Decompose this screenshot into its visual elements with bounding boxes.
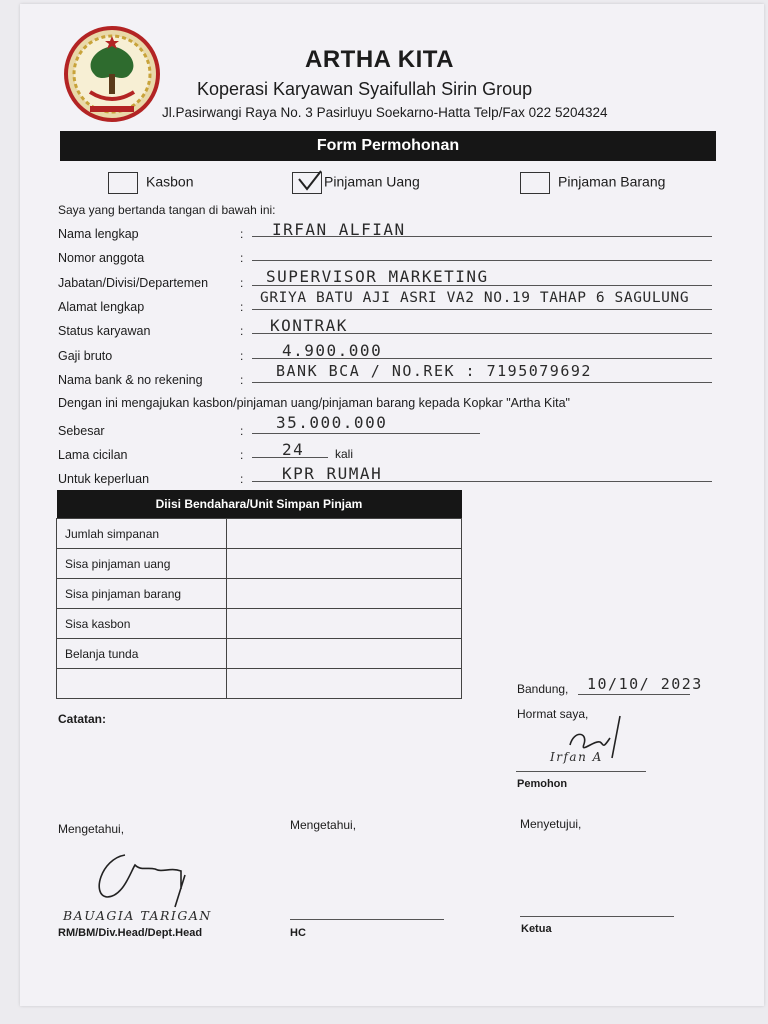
sebesar-value[interactable]: 35.000.000 [276,413,388,432]
option-pinjaman-uang[interactable] [292,172,420,194]
table-row [57,519,462,549]
approver-1-name: BAUAGIA TARIGAN [63,908,212,923]
table-row-label: Belanja tunda [57,639,227,669]
hc-line [290,919,444,920]
bank-label: Nama bank & no rekening [58,373,203,387]
bank-line [252,382,712,383]
option-pinjaman-barang[interactable] [520,172,665,194]
pinjaman-uang-label: Pinjaman Uang [324,173,420,190]
approver-1-role: RM/BM/Div.Head/Dept.Head [58,927,203,939]
pinjaman-barang-label: Pinjaman Barang [558,173,666,190]
status-label: Status karyawan [58,324,151,338]
alamat-line [252,309,712,310]
ketua-line [520,916,674,917]
bank-value[interactable]: BANK BCA / NO.REK : 7195079692 [276,362,592,380]
colon: : [240,276,244,290]
date-value[interactable]: 10/10/ 2023 [587,675,703,693]
pemohon-line [516,771,646,772]
cicilan-unit: kali [335,447,354,461]
table-row [57,639,462,669]
place-label: Bandung, [517,682,569,696]
status-value[interactable]: KONTRAK [270,316,348,335]
colon: : [240,251,244,265]
pinjaman-uang-checkbox[interactable] [292,172,322,194]
colon: : [240,349,244,363]
approver-3-role: Ketua [521,923,552,935]
alamat-value[interactable]: GRIYA BATU AJI ASRI VA2 NO.19 TAHAP 6 SAGULUNG [260,290,690,306]
nama-label: Nama lengkap [58,227,139,241]
table-row [57,579,462,609]
colon: : [240,300,244,314]
sebesar-label: Sebesar [58,424,105,438]
mengetahui-2-label: Mengetahui, [290,818,357,832]
colon: : [240,324,244,338]
nama-value[interactable]: IRFAN ALFIAN [272,220,406,239]
table-row [57,669,462,699]
table-row-label: Sisa pinjaman uang [57,549,227,579]
colon: : [240,448,244,462]
table-cell[interactable] [227,639,462,669]
koperasi-logo-icon [62,26,162,122]
check-mark-icon [295,169,323,193]
hormat-label: Hormat saya, [517,707,589,721]
mengetahui-1-label: Mengetahui, [58,822,125,836]
applicant-sig-name: Irfan A [550,750,603,764]
jabatan-label: Jabatan/Divisi/Departemen [58,276,209,290]
keperluan-value[interactable]: KPR RUMAH [282,464,383,483]
table-cell[interactable] [227,579,462,609]
pemohon-label: Pemohon [517,778,568,790]
nomor-label: Nomor anggota [58,251,145,265]
catatan-label: Catatan: [58,712,107,726]
pinjaman-barang-checkbox[interactable] [520,172,550,194]
kasbon-label: Kasbon [146,173,194,190]
table-cell[interactable] [227,669,462,699]
table-cell[interactable] [227,519,462,549]
cicilan-label: Lama cicilan [58,448,128,462]
intro-text: Saya yang bertanda tangan di bawah ini: [58,203,276,217]
gaji-value[interactable]: 4.900.000 [282,341,383,360]
form-title: Form Permohonan [60,131,716,161]
table-row-label [57,669,227,699]
approver-2-role: HC [290,927,306,939]
table-header: Diisi Bendahara/Unit Simpan Pinjam [57,490,462,519]
cicilan-value[interactable]: 24 [282,440,305,459]
table-row-label: Jumlah simpanan [57,519,227,549]
sebesar-line [252,433,480,434]
table-row [57,609,462,639]
option-kasbon[interactable] [108,172,193,194]
table-cell[interactable] [227,549,462,579]
kasbon-checkbox[interactable] [108,172,138,194]
approver-signature-icon [85,845,205,915]
colon: : [240,227,244,241]
table-row-label: Sisa kasbon [57,609,227,639]
colon: : [240,373,244,387]
keperluan-label: Untuk keperluan [58,472,150,486]
org-subtitle: Koperasi Karyawan Syaifullah Sirin Group [197,79,533,99]
nomor-line [252,260,712,261]
alamat-label: Alamat lengkap [58,300,145,314]
org-address: Jl.Pasirwangi Raya No. 3 Pasirluyu Soekarno-Hatta Telp/Fax 022 5204324 [162,105,608,120]
colon: : [240,424,244,438]
treasurer-table [56,490,462,699]
table-row-label: Sisa pinjaman barang [57,579,227,609]
colon: : [240,472,244,486]
jabatan-value[interactable]: SUPERVISOR MARKETING [266,267,489,286]
table-cell[interactable] [227,609,462,639]
org-title: ARTHA KITA [305,46,454,73]
statement-text: Dengan ini mengajukan kasbon/pinjaman uang/pinjaman barang kepada Kopkar "Artha Kita" [58,396,570,410]
menyetujui-label: Menyetujui, [520,817,582,831]
table-row [57,549,462,579]
gaji-label: Gaji bruto [58,349,113,363]
date-line [578,694,690,695]
